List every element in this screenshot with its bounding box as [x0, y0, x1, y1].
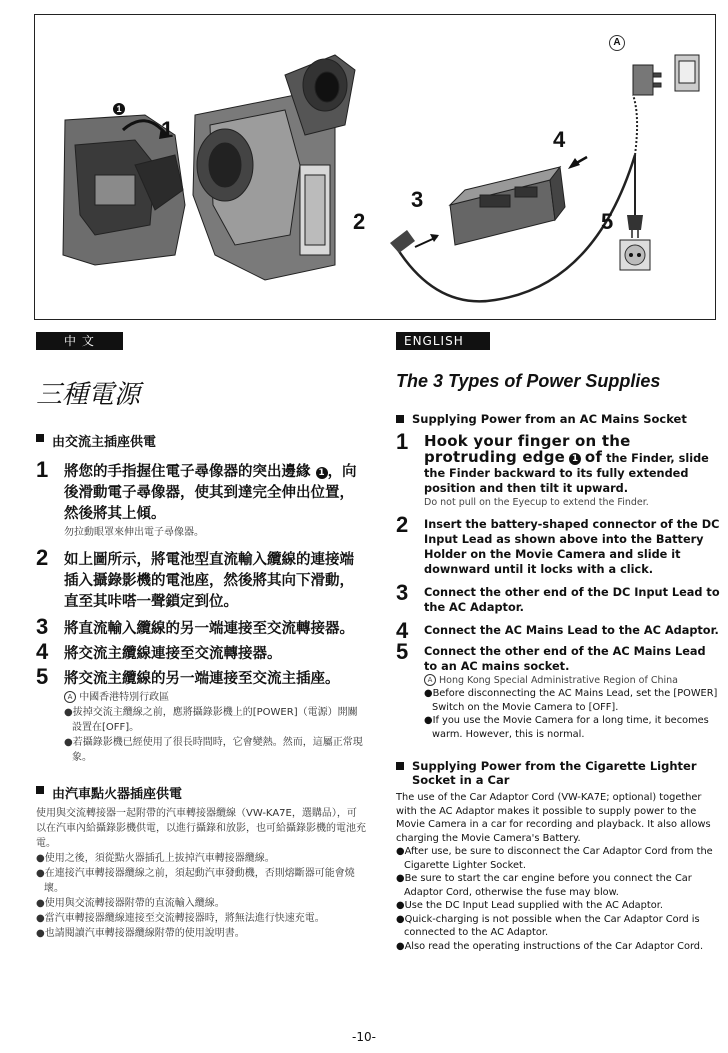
movie-camera-illustration — [193, 55, 355, 280]
english-car-paragraph: The use of the Car Adaptor Cord (VW-KA7E; optional) together with the AC Adaptor makes it possible to supply power to the Movie Camera in a car for recording and playback. It also allows charging the Movie Camera's Battery. — [396, 792, 711, 844]
chinese-step5-note-a: A 中國香港特別行政區 — [64, 690, 366, 705]
callout-edge-marker: 1 — [113, 95, 125, 117]
chinese-car-bullet: ●也請閱讀汽車轉接器纜線附帶的使用說明書。 — [36, 928, 245, 939]
wall-socket-illustration — [620, 240, 650, 270]
chinese-car-bullet: ●當汽車轉接器纜線連接至交流轉接器時，將無法進行快速充電。 — [36, 913, 325, 924]
chinese-step-4: 4 將交流主纜線連接至交流轉接器。 — [36, 639, 282, 664]
ac-adaptor-illustration — [450, 167, 565, 245]
callout-3: 3 — [411, 187, 424, 212]
chinese-car-paragraph: 使用與交流轉接器一起附帶的汽車轉接器纜線（VW-KA7E，選購品），可以在汽車內給攝錄影機供電，以進行攝錄和放影，也可給攝錄影機的電池充電。 — [36, 808, 366, 849]
english-section-ac-heading: Supplying Power from an AC Mains Socket — [396, 412, 721, 426]
english-car-bullet: ●Quick-charging is not possible when the Car Adaptor Cord is connected to the AC Adaptor. — [396, 913, 700, 938]
english-section-car-heading: Supplying Power from the Cigarette Lighter Socket in a Car — [396, 759, 721, 787]
english-step-2: 2 Insert the battery-shaped connector of the DC Input Lead as shown above into the Battery Holder on the Movie Camera and slide it downward until it locks with a click. — [396, 512, 720, 576]
chinese-car-bullet: ●使用與交流轉接器附帶的直流輸入纜線。 — [36, 898, 225, 909]
english-step-4: 4 Connect the AC Mains Lead to the AC Adaptor. — [396, 618, 719, 643]
illustration-panel — [34, 14, 716, 320]
english-car-bullet: ●Use the DC Input Lead supplied with the AC Adaptor. — [396, 900, 663, 911]
chinese-section-car-heading: 由汽車點火器插座供電 — [36, 783, 366, 802]
hk-plug-inset — [633, 55, 699, 95]
english-car-bullet: ●Be sure to start the car engine before you connect the Car Adaptor Cord, otherwise the fuse may blow. — [396, 873, 692, 898]
english-step5-bullet: ●Before disconnecting the AC Mains Lead, set the [POWER] Switch on the Movie Camera to [OFF]. — [424, 688, 718, 713]
callout-1: 1 — [161, 117, 174, 142]
chinese-car-bullet: ●在連接汽車轉接器纜線之前，須起動汽車發動機，否則熔斷器可能會燒壞。 — [36, 868, 355, 894]
chinese-column — [36, 330, 366, 941]
callout-a-marker: A — [609, 35, 625, 51]
chinese-car-bullet: ●使用之後，須從點火器插孔上拔掉汽車轉接器纜線。 — [36, 853, 275, 864]
english-step-1: 1 Hook your finger on the protruding edge 1 of the Finder, slide the Finder backward to its fully extended position and then tilt it upward. Do not pull on the Eyecup to extend the Finder. — [396, 429, 709, 508]
english-step5-bullet: ●If you use the Movie Camera for a long time, it becomes warm. However, this is normal. — [424, 715, 709, 740]
english-step-5: 5 Connect the other end of the AC Mains Lead to an AC mains socket. A Hong Kong Special Administrative Region of China ●Before disconnecting the AC Mains Lead, set the [POWER] Switch on the Movie Camera to [OFF]. ●If you use the Movie Camera for a long time, it becomes warm. However, this is normal. — [396, 644, 721, 741]
english-step-3: 3 Connect the other end of the DC Input Lead to the AC Adaptor. — [396, 580, 720, 614]
chinese-step-5: 5 將交流主纜線的另一端連接至交流主插座。 A 中國香港特別行政區 ●拔掉交流主纜線之前，應將攝錄影機上的[POWER]（電源）開關設置在[OFF]。 ●若攝錄影機已經使用了很長時間時，它會變熱。然而，這屬正常現象。 — [36, 669, 366, 765]
chinese-step-2: 2 如上圖所示，將電池型直流輸入纜線的連接端插入攝錄影機的電池座，然後將其向下滑動，直至其咔嗒一聲鎖定到位。 — [36, 545, 354, 610]
camera-power-illustration — [35, 15, 716, 320]
chinese-step-1: 1 將您的手指握住電子尋像器的突出邊緣 1 ，向後滑動電子尋像器，使其到達完全伸出位置，然後將其上傾。 勿拉動眼罩來伸出電子尋像器。 — [36, 457, 357, 538]
callout-4: 4 — [553, 127, 566, 152]
chinese-page-title: 三種電源 — [36, 380, 141, 410]
english-step5-note-a: A Hong Kong Special Administrative Region of China — [424, 674, 721, 687]
chinese-step-3: 3 將直流輸入纜線的另一端連接至交流轉接器。 — [36, 614, 354, 639]
chinese-step5-bullet: ●若攝錄影機已經使用了很長時間時，它會變熱。然而，這屬正常現象。 — [64, 737, 363, 763]
callout-2: 2 — [353, 209, 366, 234]
english-language-tag: ENGLISH — [396, 332, 490, 350]
english-column — [396, 330, 721, 953]
page-number: -10- — [352, 1030, 376, 1044]
chinese-section-ac-heading: 由交流主插座供電 — [36, 431, 366, 450]
callout-5: 5 — [601, 209, 614, 234]
english-page-title: The 3 Types of Power Supplies — [396, 371, 661, 391]
chinese-step5-bullet: ●拔掉交流主纜線之前，應將攝錄影機上的[POWER]（電源）開關設置在[OFF]。 — [64, 707, 358, 733]
chinese-language-tag: 中 文 — [36, 332, 123, 350]
english-car-bullet: ●Also read the operating instructions of the Car Adaptor Cord. — [396, 940, 704, 952]
english-car-bullet: ●After use, be sure to disconnect the Car Adaptor Cord from the Cigarette Lighter Socket. — [396, 846, 713, 871]
